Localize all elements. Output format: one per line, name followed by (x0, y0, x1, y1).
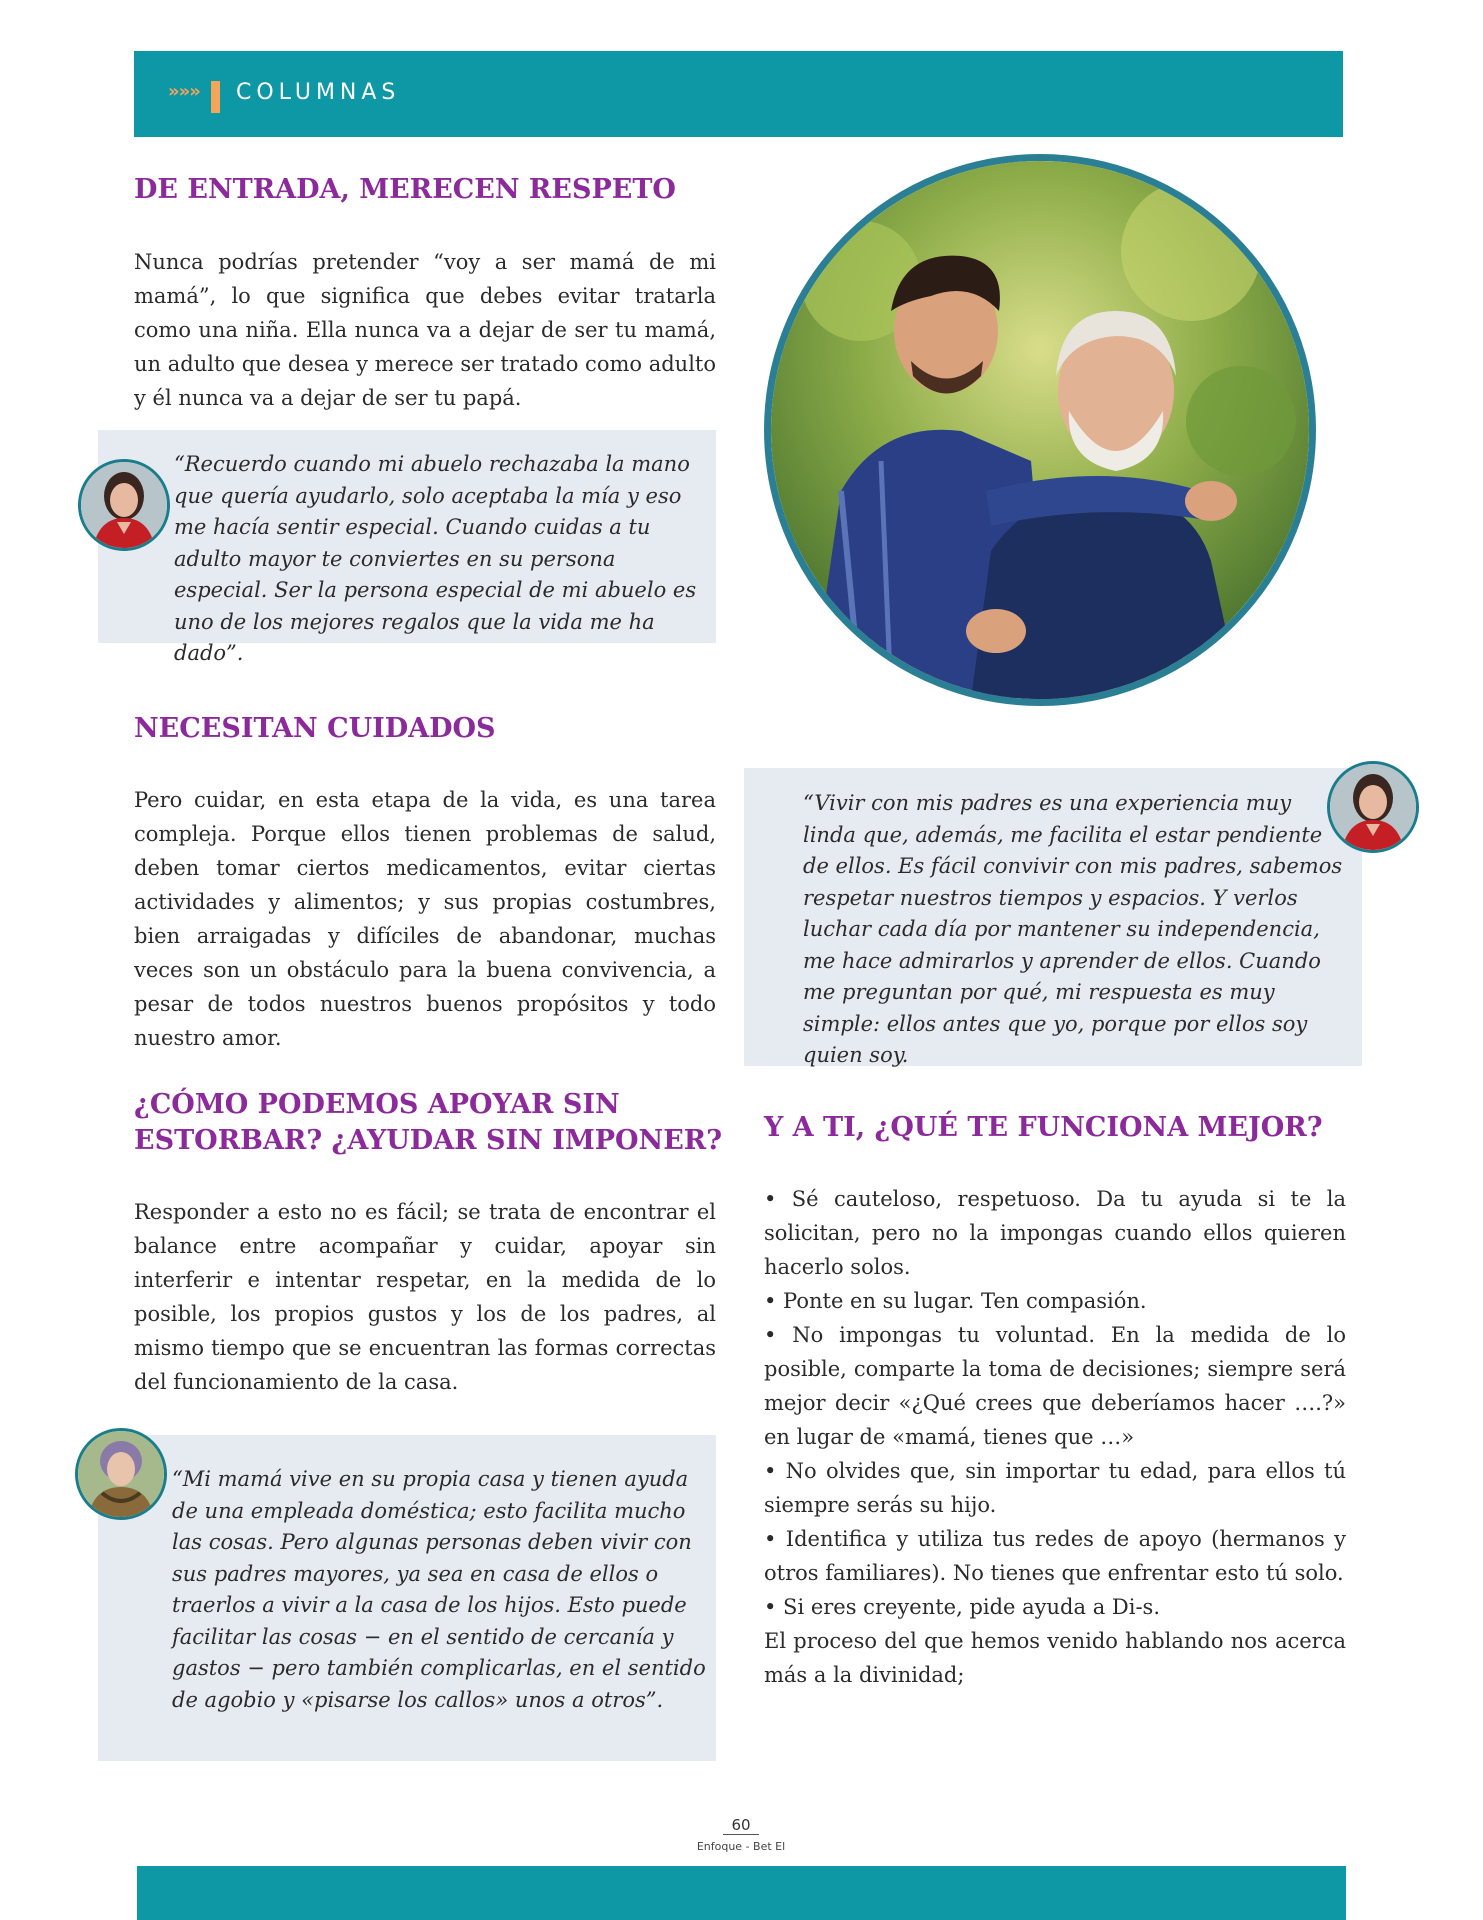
list-item: • Identifica y utiliza tus redes de apoyo (hermanos y otros familiares). No tienes que enfrentar esto tú solo. (764, 1527, 1346, 1585)
accent-bar (211, 81, 220, 113)
heading-que-te-funciona: Y A TI, ¿QUÉ TE FUNCIONA MEJOR? (764, 1112, 1323, 1143)
list-item: • No olvides que, sin importar tu edad, para ellos tú siempre serás su hijo. (764, 1459, 1346, 1517)
list-item: • No impongas tu voluntad. En la medida de lo posible, comparte la toma de decisiones; siempre será mejor decir «¿Qué crees que deberíamos hacer ….?» en lugar de «mamá, tienes que …» (764, 1323, 1346, 1449)
list-item: • Ponte en su lugar. Ten compasión. (764, 1289, 1147, 1313)
paragraph-respeto: Nunca podrías pretender “voy a ser mamá de mi mamá”, lo que significa que debes evitar tratarla como una niña. Ella nunca va a dejar de ser tu mamá, un adulto que desea y merece ser tratado como adulto y él nunca va a dejar de ser tu papá. (134, 250, 716, 410)
author-avatar-2 (1327, 761, 1419, 853)
footer-bar (137, 1866, 1346, 1920)
father-son-photo (764, 154, 1316, 706)
heading-necesitan-cuidados: NECESITAN CUIDADOS (134, 713, 496, 744)
heading-como-apoyar: ¿CÓMO PODEMOS APOYAR SIN ESTORBAR? ¿AYUDAR SIN IMPONER? (134, 1089, 723, 1156)
closing-paragraph: El proceso del que hemos venido hablando nos acerca más a la divinidad; (764, 1629, 1346, 1687)
tips-list (764, 1182, 1346, 1692)
section-header-bar (134, 51, 1343, 137)
page-number: 60 (723, 1816, 759, 1835)
section-label: COLUMNAS (236, 80, 401, 105)
list-item: • Sé cauteloso, respetuoso. Da tu ayuda si te la solicitan, pero no la impongas cuando ellos quieren hacerlo solos. (764, 1187, 1346, 1279)
paragraph-apoyar: Responder a esto no es fácil; se trata de encontrar el balance entre acompañar y cuidar, apoyar sin interferir e intentar respetar, en la medida de lo posible, los propios gustos y los de los padres, al mismo tiempo que se encuentran las formas correctas del funcionamiento de la casa. (134, 1200, 716, 1394)
quote-text-2: “Vivir con mis padres es una experiencia muy linda que, además, me facilita el estar pendiente de ellos. Es fácil convivir con mis padres, sabemos respetar nuestros tiempos y espacios. Y verlos luchar cada día por mantener su independencia, me hace admirarlos y aprender de ellos. Cuando me preguntan por qué, mi respuesta es muy simple: ellos antes que yo, porque por ellos soy quien soy. (803, 791, 1343, 1067)
list-item: • Si eres creyente, pide ayuda a Di-s. (764, 1595, 1160, 1619)
author-avatar-3 (75, 1428, 167, 1520)
author-avatar-1 (78, 459, 170, 551)
paragraph-cuidados: Pero cuidar, en esta etapa de la vida, es una tarea compleja. Porque ellos tienen problemas de salud, deben tomar ciertos medicamentos, evitar ciertas actividades y alimentos; y sus propias costumbres, bien arraigadas y difíciles de abandonar, muchas veces son un obstáculo para la buena convivencia, a pesar de todos nuestros buenos propósitos y todo nuestro amor. (134, 788, 716, 1050)
heading-de-entrada: DE ENTRADA, MERECEN RESPETO (134, 174, 676, 205)
publication-name: Enfoque - Bet El (696, 1840, 786, 1853)
arrows-icon: »»» (168, 81, 200, 102)
quote-text-3: “Mi mamá vive en su propia casa y tienen ayuda de una empleada doméstica; esto facilita mucho las cosas. Pero algunas personas deben vivir con sus padres mayores, ya sea en casa de ellos o traerlos a vivir a la casa de los hijos. Esto puede facilitar las cosas − en el sentido de cercanía y gastos − pero también complicarlas, en el sentido de agobio y «pisarse los callos» unos a otros”. (172, 1467, 706, 1712)
quote-text-1: “Recuerdo cuando mi abuelo rechazaba la mano que quería ayudarlo, solo aceptaba la mía y eso me hacía sentir especial. Cuando cuidas a tu adulto mayor te conviertes en su persona especial. Ser la persona especial de mi abuelo es uno de los mejores regalos que la vida me ha dado”. (174, 452, 697, 665)
